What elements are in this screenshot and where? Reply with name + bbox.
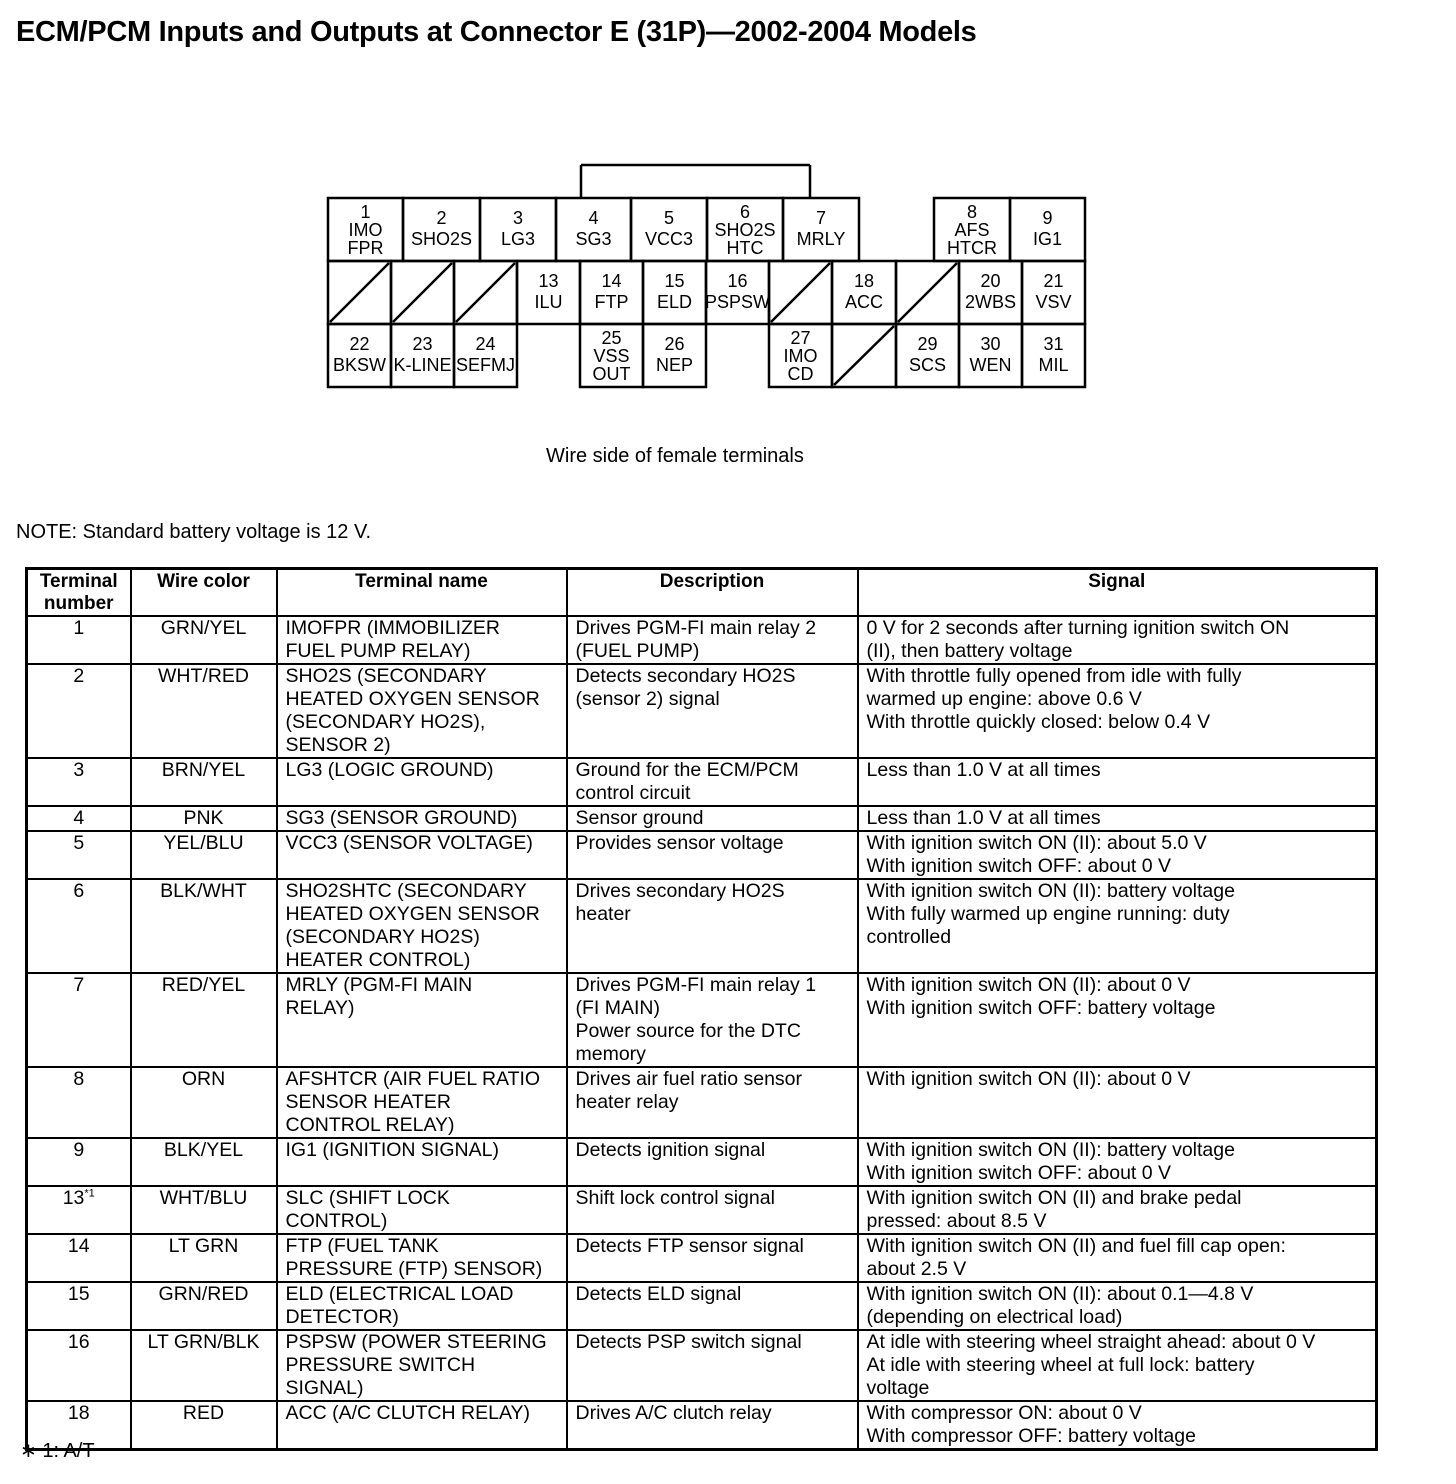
signal-table [25, 567, 1378, 1451]
header-signal: Signal [858, 569, 1377, 617]
cell-wire-color: BRN/YEL [131, 758, 277, 806]
terminal-number-text: 8 [73, 1068, 85, 1090]
blank-cavity-slash [834, 326, 894, 385]
terminal-8-number: 8 [966, 202, 978, 222]
terminal-2-number: 2 [436, 208, 447, 228]
terminal-7-number: 7 [815, 208, 827, 228]
terminal-25-label: OUT [592, 364, 631, 384]
cell-wire-color: RED/YEL [131, 973, 277, 1067]
blank-cavity-slash [330, 263, 389, 322]
terminal-number-text: 3 [73, 759, 85, 781]
cell-signal: With ignition switch ON (II): battery voltage With fully warmed up engine running: duty controlled [858, 879, 1377, 973]
page-title: ECM/PCM Inputs and Outputs at Connector E (31P)—2002-2004 Models [16, 16, 977, 48]
cell-wire-color: LT GRN/BLK [131, 1330, 277, 1401]
cell-terminal-name: VCC3 (SENSOR VOLTAGE) [277, 831, 567, 879]
terminal-7-label: MRLY [796, 229, 846, 249]
terminal-18-label: ACC [844, 292, 884, 312]
cell-terminal-number [27, 664, 131, 758]
connector-diagram [0, 0, 1456, 430]
terminal-number-text: 13 [62, 1187, 85, 1209]
cell-signal: With ignition switch ON (II) and brake pedal pressed: about 8.5 V [858, 1186, 1377, 1234]
terminal-number-text: 7 [73, 974, 85, 996]
cell-terminal-number [27, 973, 131, 1067]
terminal-1-label: IMO [348, 220, 383, 240]
table-row [27, 806, 1377, 831]
cell-description: Detects PSP switch signal [567, 1330, 858, 1401]
table-row [27, 1234, 1377, 1282]
terminal-3-number: 3 [512, 208, 524, 228]
terminal-30-number: 30 [980, 334, 1001, 354]
cell-wire-color: WHT/BLU [131, 1186, 277, 1234]
terminal-number-text: 4 [73, 807, 85, 829]
terminal-number-text: 9 [73, 1139, 85, 1161]
terminal-number-text: 5 [73, 832, 85, 854]
terminal-13-number: 13 [538, 271, 559, 291]
cell-signal: With ignition switch ON (II): about 0 V [858, 1067, 1377, 1138]
terminal-15-label: ELD [656, 292, 693, 312]
cell-terminal-name: SLC (SHIFT LOCK CONTROL) [277, 1186, 567, 1234]
cell-signal: At idle with steering wheel straight ahead: about 0 V At idle with steering wheel at full lock: battery voltage [858, 1330, 1377, 1401]
terminal-25-label: VSS [593, 346, 630, 366]
terminal-26-number: 26 [664, 334, 685, 354]
cell-terminal-number [27, 1067, 131, 1138]
blank-cavity-slash [456, 263, 515, 322]
table-row [27, 973, 1377, 1067]
header-terminal-name: Terminal name [277, 569, 567, 617]
terminal-23-number: 23 [412, 334, 433, 354]
table-row [27, 1186, 1377, 1234]
terminal-29-number: 29 [917, 334, 938, 354]
terminal-24-number: 24 [475, 334, 496, 354]
table-row [27, 879, 1377, 973]
cell-description: Drives air fuel ratio sensor heater relay [567, 1067, 858, 1138]
terminal-25-number: 25 [601, 328, 622, 348]
terminal-27-label: IMO [783, 346, 818, 366]
cell-terminal-name: SG3 (SENSOR GROUND) [277, 806, 567, 831]
terminal-number-text: 18 [67, 1402, 90, 1424]
terminal-20-number: 20 [980, 271, 1001, 291]
terminal-number-text: 2 [73, 665, 85, 687]
terminal-6-number: 6 [739, 202, 751, 222]
terminal-30-label: WEN [969, 355, 1012, 375]
cell-terminal-name: IMOFPR (IMMOBILIZER FUEL PUMP RELAY) [277, 616, 567, 664]
terminal-1-label: FPR [347, 238, 384, 258]
terminal-20-label: 2WBS [964, 292, 1017, 312]
terminal-14-label: FTP [594, 292, 629, 312]
cell-signal: With ignition switch ON (II): battery voltage With ignition switch OFF: about 0 V [858, 1138, 1377, 1186]
cell-description: Shift lock control signal [567, 1186, 858, 1234]
cell-signal: With ignition switch ON (II): about 5.0 V With ignition switch OFF: about 0 V [858, 831, 1377, 879]
cell-terminal-name: ELD (ELECTRICAL LOAD DETECTOR) [277, 1282, 567, 1330]
terminal-5-number: 5 [663, 208, 675, 228]
cell-signal: With ignition switch ON (II): about 0 V With ignition switch OFF: battery voltage [858, 973, 1377, 1067]
terminal-6-label: SHO2S [714, 220, 776, 240]
table-row [27, 664, 1377, 758]
cell-terminal-number [27, 1138, 131, 1186]
cell-description: Ground for the ECM/PCM control circuit [567, 758, 858, 806]
terminal-22-label: BKSW [332, 355, 387, 375]
terminal-number-text: 1 [73, 617, 85, 639]
cell-terminal-number [27, 879, 131, 973]
terminal-24-label: SEFMJ [455, 355, 516, 375]
blank-cavity-slash [393, 263, 452, 322]
cell-description: Detects ELD signal [567, 1282, 858, 1330]
header-description: Description [567, 569, 858, 617]
terminal-31-label: MIL [1038, 355, 1069, 375]
cell-signal: With throttle fully opened from idle with fully warmed up engine: above 0.6 V With throttle quickly closed: below 0.4 V [858, 664, 1377, 758]
table-row [27, 1330, 1377, 1401]
table-row [27, 1067, 1377, 1138]
blank-cavity-slash [898, 263, 957, 322]
cell-description: Provides sensor voltage [567, 831, 858, 879]
header-terminal-number: Terminal number [27, 569, 131, 617]
cell-wire-color: WHT/RED [131, 664, 277, 758]
terminal-16-label: PSPSW [704, 292, 771, 312]
cell-terminal-name: IG1 (IGNITION SIGNAL) [277, 1138, 567, 1186]
cell-description: Detects secondary HO2S (sensor 2) signal [567, 664, 858, 758]
cell-wire-color: BLK/YEL [131, 1138, 277, 1186]
cell-terminal-name: FTP (FUEL TANK PRESSURE (FTP) SENSOR) [277, 1234, 567, 1282]
terminal-22-number: 22 [349, 334, 370, 354]
footnote: ∗ 1: A/T [20, 1440, 95, 1462]
cell-description: Drives PGM-FI main relay 2 (FUEL PUMP) [567, 616, 858, 664]
terminal-number-text: 15 [67, 1283, 90, 1305]
cell-signal: With compressor ON: about 0 V With compressor OFF: battery voltage [858, 1401, 1377, 1450]
footnote-marker: *1 [84, 1187, 95, 1200]
terminal-3-label: LG3 [500, 229, 536, 249]
header-wire-color: Wire color [131, 569, 277, 617]
cell-wire-color: BLK/WHT [131, 879, 277, 973]
cell-terminal-number [27, 806, 131, 831]
cell-description: Drives secondary HO2S heater [567, 879, 858, 973]
cell-wire-color: ORN [131, 1067, 277, 1138]
terminal-2-label: SHO2S [410, 229, 473, 249]
terminal-21-number: 21 [1043, 271, 1064, 291]
cell-wire-color: LT GRN [131, 1234, 277, 1282]
terminal-18-number: 18 [853, 271, 875, 291]
table-row [27, 616, 1377, 664]
battery-note: NOTE: Standard battery voltage is 12 V. [16, 521, 372, 543]
terminal-14-number: 14 [601, 271, 622, 291]
terminal-13-label: ILU [534, 292, 563, 312]
terminal-5-label: VCC3 [644, 229, 694, 249]
terminal-9-label: IG1 [1032, 229, 1063, 249]
cell-signal: With ignition switch ON (II) and fuel fill cap open: about 2.5 V [858, 1234, 1377, 1282]
terminal-1-number: 1 [360, 202, 371, 222]
terminal-29-label: SCS [908, 355, 947, 375]
terminal-16-number: 16 [727, 271, 748, 291]
table-header-row [27, 569, 1377, 617]
cell-description: Drives PGM-FI main relay 1 (FI MAIN) Power source for the DTC memory [567, 973, 858, 1067]
terminal-4-label: SG3 [575, 229, 612, 249]
terminal-8-label: AFS [954, 220, 990, 240]
cell-terminal-number [27, 616, 131, 664]
cell-description: Sensor ground [567, 806, 858, 831]
terminal-4-number: 4 [588, 208, 599, 228]
table-row [27, 1401, 1377, 1450]
blank-cavity-slash [771, 263, 830, 322]
connector-caption: Wire side of female terminals [546, 445, 804, 467]
cell-terminal-number [27, 758, 131, 806]
table-row [27, 831, 1377, 879]
cell-terminal-name: SHO2SHTC (SECONDARY HEATED OXYGEN SENSOR (SECONDARY HO2S) HEATER CONTROL) [277, 879, 567, 973]
cell-wire-color: GRN/YEL [131, 616, 277, 664]
terminal-15-number: 15 [664, 271, 685, 291]
table-row [27, 1138, 1377, 1186]
cell-wire-color: YEL/BLU [131, 831, 277, 879]
table-row [27, 758, 1377, 806]
cell-terminal-number [27, 1234, 131, 1282]
cell-wire-color: PNK [131, 806, 277, 831]
cell-signal: Less than 1.0 V at all times [858, 806, 1377, 831]
cell-signal: Less than 1.0 V at all times [858, 758, 1377, 806]
cell-terminal-number [27, 1282, 131, 1330]
terminal-number-text: 6 [73, 880, 85, 902]
cell-terminal-name: AFSHTCR (AIR FUEL RATIO SENSOR HEATER CONTROL RELAY) [277, 1067, 567, 1138]
cell-signal: 0 V for 2 seconds after turning ignition switch ON (II), then battery voltage [858, 616, 1377, 664]
cell-wire-color: RED [131, 1401, 277, 1450]
table-row [27, 1282, 1377, 1330]
terminal-9-number: 9 [1042, 208, 1053, 228]
cell-terminal-name: ACC (A/C CLUTCH RELAY) [277, 1401, 567, 1450]
terminal-26-label: NEP [655, 355, 694, 375]
terminal-6-label: HTC [726, 238, 764, 258]
terminal-8-label: HTCR [947, 238, 997, 258]
cell-description: Detects FTP sensor signal [567, 1234, 858, 1282]
cell-terminal-name: PSPSW (POWER STEERING PRESSURE SWITCH SIGNAL) [277, 1330, 567, 1401]
cell-description: Detects ignition signal [567, 1138, 858, 1186]
cell-terminal-name: LG3 (LOGIC GROUND) [277, 758, 567, 806]
cell-terminal-number [27, 831, 131, 879]
terminal-number-text: 16 [67, 1331, 90, 1353]
cell-wire-color: GRN/RED [131, 1282, 277, 1330]
cell-terminal-name: SHO2S (SECONDARY HEATED OXYGEN SENSOR (SECONDARY HO2S), SENSOR 2) [277, 664, 567, 758]
terminal-23-label: K-LINE [393, 355, 452, 375]
cell-signal: With ignition switch ON (II): about 0.1—4.8 V (depending on electrical load) [858, 1282, 1377, 1330]
terminal-31-number: 31 [1043, 334, 1064, 354]
terminal-21-label: VSV [1035, 292, 1072, 312]
cell-terminal-number [27, 1186, 131, 1234]
terminal-number-text: 14 [67, 1235, 90, 1257]
terminal-27-label: CD [787, 364, 814, 384]
cell-description: Drives A/C clutch relay [567, 1401, 858, 1450]
cell-terminal-number [27, 1330, 131, 1401]
cell-terminal-name: MRLY (PGM-FI MAIN RELAY) [277, 973, 567, 1067]
terminal-27-number: 27 [790, 328, 811, 348]
